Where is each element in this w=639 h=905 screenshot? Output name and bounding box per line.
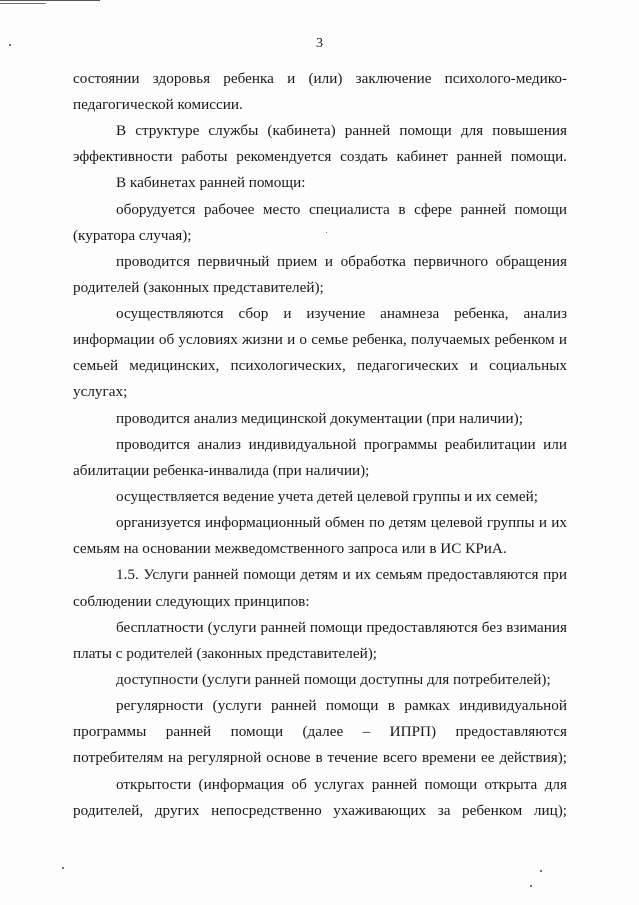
- text-line: осуществляется ведение учета детей целевой группы и их семей;: [116, 488, 538, 505]
- text-line: соблюдении следующих принципов:: [73, 593, 310, 610]
- text-line: семьям на основании межведомственного запроса или в ИС КРиА.: [73, 540, 507, 557]
- text-line: эффективности работы рекомендуется создать кабинет ранней помощи.: [73, 148, 567, 165]
- text-line: проводится анализ индивидуальной программы реабилитации или: [116, 436, 567, 453]
- scan-speck: [540, 870, 542, 872]
- scan-speck: [62, 867, 64, 869]
- scan-speck: [326, 232, 327, 233]
- text-line: программы ранней помощи (далее – ИПРП) предоставляются: [73, 723, 567, 740]
- text-line: осуществляются сбор и изучение анамнеза ребенка, анализ: [116, 305, 567, 322]
- text-line: В кабинетах ранней помощи:: [116, 174, 306, 191]
- text-line: 1.5. Услуги ранней помощи детям и их семьям предоставляются при: [116, 566, 567, 583]
- text-line: доступности (услуги ранней помощи доступны для потребителей);: [116, 671, 551, 688]
- text-line: услугах;: [73, 383, 128, 400]
- text-line: родителей, других непосредственно ухаживающих за ребенком лиц);: [73, 802, 567, 819]
- text-line: потребителям на регулярной основе в течение всего времени ее действия);: [73, 749, 567, 766]
- text-line: абилитации ребенка-инвалида (при наличии);: [73, 462, 370, 479]
- text-line: родителей (законных представителей);: [73, 279, 324, 296]
- scan-speck: [530, 885, 532, 887]
- text-line: информации об условиях жизни и о семье ребенка, получаемых ребенком и: [73, 331, 567, 348]
- text-line: бесплатности (услуги ранней помощи предоставляются без взимания: [116, 619, 567, 636]
- scan-edge-mark: [0, 0, 100, 1]
- text-line: оборудуется рабочее место специалиста в сфере ранней помощи: [116, 201, 567, 218]
- text-line: семьей медицинских, психологических, педагогических и социальных: [73, 357, 567, 374]
- text-line: состоянии здоровья ребенка и (или) заключение психолого-медико-: [73, 70, 567, 87]
- text-line: (куратора случая);: [73, 227, 192, 244]
- text-line: проводится анализ медицинской документации (при наличии);: [116, 410, 523, 427]
- scan-edge-mark: [0, 3, 46, 4]
- text-line: проводится первичный прием и обработка первичного обращения: [116, 253, 567, 270]
- page-number: 3: [316, 36, 323, 51]
- text-line: регулярности (услуги ранней помощи в рамках индивидуальной: [116, 697, 567, 714]
- text-line: организуется информационный обмен по детям целевой группы и их: [116, 514, 567, 531]
- text-line: открытости (информация об услугах ранней помощи открыта для: [116, 776, 567, 793]
- text-line: В структуре службы (кабинета) ранней помощи для повышения: [116, 122, 567, 139]
- text-line: платы с родителей (законных представителей);: [73, 645, 378, 662]
- text-line: педагогической комиссии.: [73, 96, 243, 113]
